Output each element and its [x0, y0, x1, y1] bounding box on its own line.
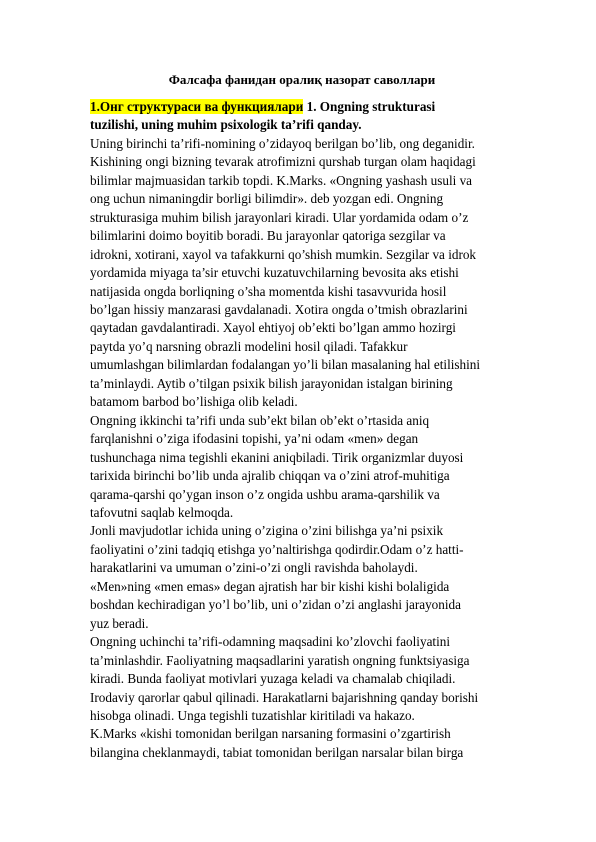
text-line: faoliyatini o’zini tadqiq etishga yo’naltirishga qodirdir.Odam o’z hatti-	[90, 541, 464, 557]
text-line: ta’minlashdir. Faoliyatning maqsadlarini yaratish ongning funktsiyasiga	[90, 652, 470, 668]
text-line: batamom barbod bo’lishiga olib keladi.	[90, 394, 298, 410]
question-heading-line-1	[90, 98, 510, 116]
text-line: bo’lgan hissiy manzarasi gavdalanadi. Xotira ongda o’tmish obrazlarini	[90, 301, 468, 317]
text-line: natijasida ongda borliqning o’sha momentda kishi tasavvurida hosil	[90, 283, 447, 299]
text-line: Irodaviy qarorlar qabul qilinadi. Harakatlarni bajarishning qanday borishi	[90, 689, 479, 705]
text-line: tarixida birinchi bo’lib unda ajralib chiqqan va o’zini atrof-muhitiga	[90, 468, 450, 484]
text-line: Ongning uchinchi ta’rifi-odamning maqsadini ko’zlovchi faoliyatini	[90, 634, 451, 650]
text-line: strukturasiga muhim bilish jarayonlari kiradi. Ular yordamida odam o’z	[90, 209, 469, 225]
text-line: bilimlar majmuasidan tarkib topdi. K.Marks. «Ongning yashash usuli va	[90, 172, 473, 188]
body-text	[90, 135, 510, 762]
text-line: Jonli mavjudotlar ichida uning o’zigina o’zini bilishga ya’ni psixik	[90, 523, 444, 539]
text-line: tafovutni saqlab kelmoqda.	[90, 504, 234, 520]
text-line: harakatlarini va umuman o’zini-o’zi ongli ravishda baholaydi.	[90, 560, 418, 576]
text-line: «Men»ning «men emas» degan ajratish har bir kishi kishi bolaligida	[90, 578, 450, 594]
question-title-part: 1. Ongning strukturasi	[303, 99, 436, 114]
document-title: Фалсафа фанидан оралиқ назорат саволлари	[168, 72, 436, 87]
text-line: K.Marks «kishi tomonidan berilgan narsaning formasini o’zgartirish	[90, 726, 451, 742]
text-line: tushunchaga nima tegishli ekanini aniqbiladi. Tirik organizmlar duyosi	[90, 449, 464, 465]
text-line: yuz beradi.	[90, 615, 149, 631]
text-line: qaytadan gavdalantiradi. Xayol ehtiyoj ob’ekti bo’lgan ammo hozirgi	[90, 320, 456, 336]
highlighted-question: 1.Онг структураси ва функциялари	[90, 99, 304, 114]
text-line: paytda yo’q narsning obrazli modelini hosil qiladi. Tafakkur	[90, 338, 408, 354]
question-heading-line-2: tuzilishi, uning muhim psixologik ta’rifi qanday.	[90, 117, 362, 133]
text-line: ta’minlaydi. Aytib o’tilgan psixik bilish jarayonidan istalgan birining	[90, 375, 453, 391]
question-heading	[90, 98, 510, 135]
text-line: qarama-qarshi qo’ygan inson o’z ongida ushbu arama-qarshilik va	[90, 486, 440, 502]
text-line: idrokni, xotirani, xayol va tafakkurni qo’shish mumkin. Sezgilar va idrok	[90, 246, 477, 262]
text-line: yordamida miyaga ta’sir etuvchi kuzatuvchilarning bevosita aks etishi	[90, 265, 459, 281]
document-body	[90, 98, 510, 762]
text-line: hisobga olinadi. Unga tegishli tuzatishlar kiritiladi va hakazo.	[90, 707, 415, 723]
text-line: bilangina cheklanmaydi, tabiat tomonidan berilgan narsalar bilan birga	[90, 744, 464, 760]
text-line: boshdan kechiradigan yo’l bo’lib, uni o’zidan o’zi anglashi jarayonida	[90, 597, 461, 613]
text-line: kiradi. Bunda faoliyat motivlari yuzaga keladi va chamalab chiqiladi.	[90, 671, 456, 687]
text-line: Ongning ikkinchi ta’rifi unda sub’ekt bilan ob’ekt o’rtasida aniq	[90, 412, 430, 428]
text-line: Uning birinchi ta’rifi-nomining o’zidayoq berilgan bo’lib, ong deganidir.	[90, 135, 475, 151]
text-line: umumlashgan bilimlardan fodalangan yo’li bilan masalaning hal etilishini	[90, 357, 481, 373]
text-line: ong uchun nimaningdir borligi bilimdir». deb yozgan edi. Ongning	[90, 191, 444, 207]
text-line: farqlanishni o’ziga ifodasini topishi, ya’ni odam «men» degan	[90, 431, 419, 447]
text-line: Kishining ongi bizning tevarak atrofimizni qurshab turgan olam haqidagi	[90, 154, 476, 170]
text-line: bilimlarini doimo boyitib boradi. Bu jarayonlar qatoriga sezgilar va	[90, 228, 446, 244]
